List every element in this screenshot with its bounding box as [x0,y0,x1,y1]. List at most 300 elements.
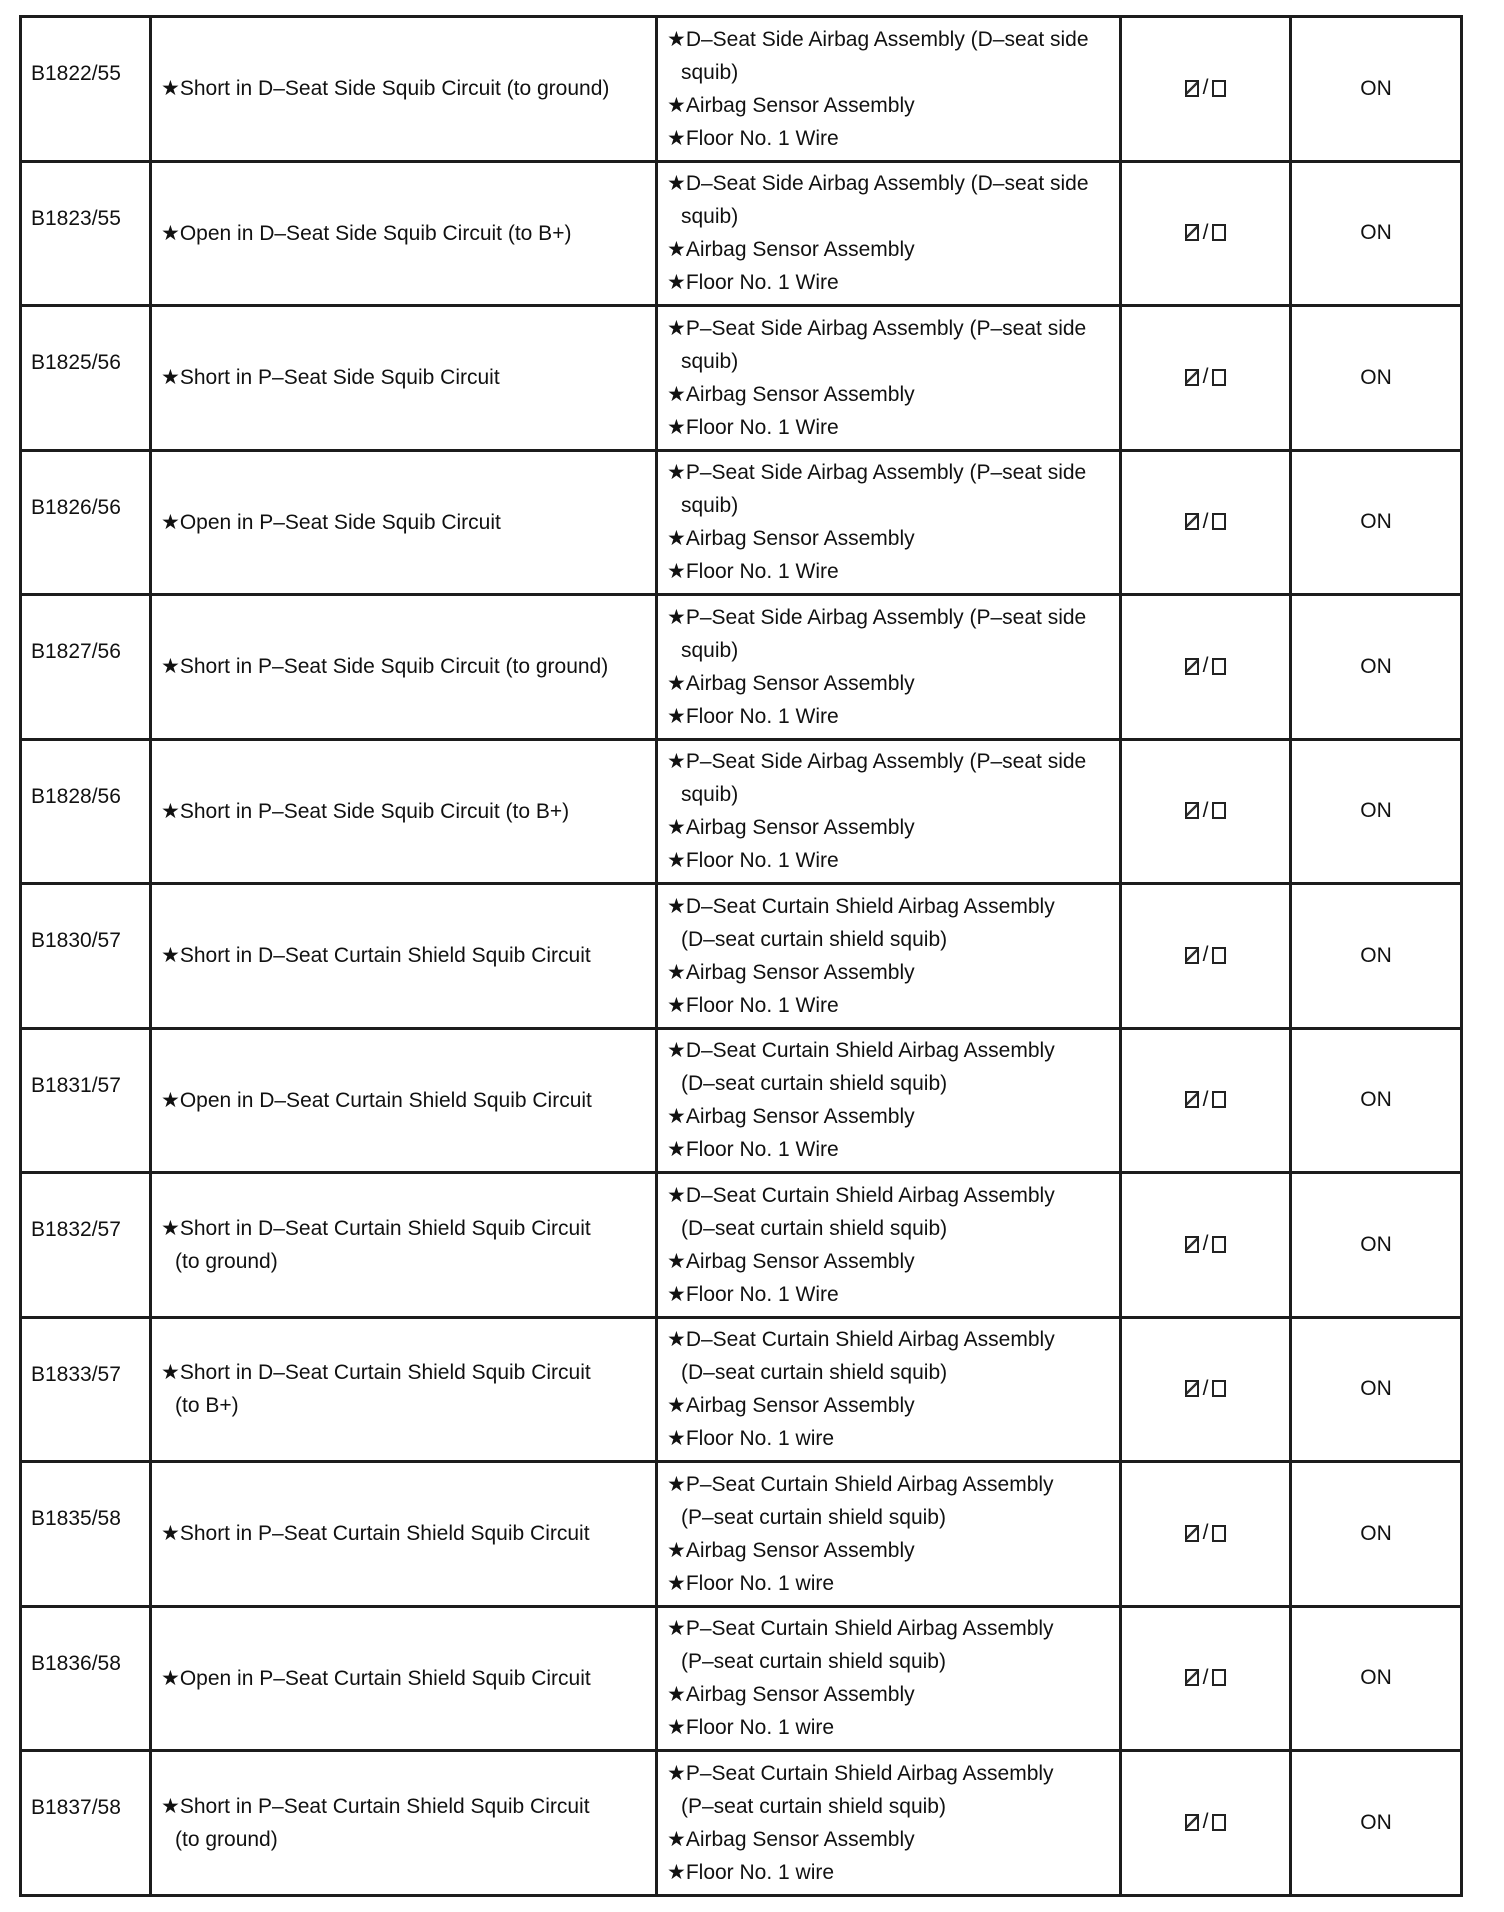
check-mode-cell [1121,739,1291,884]
star-icon: ★ [667,126,686,150]
warning-light-cell [1291,1751,1462,1896]
trouble-area-text: Floor No. 1 Wire [685,560,839,584]
empty-box-icon [1212,80,1226,97]
detection-item-cell [151,161,657,306]
dtc-code-cell [21,1462,151,1607]
trouble-area-item [667,1856,1119,1889]
star-icon: ★ [667,894,686,918]
dtc-code-cell [21,306,151,451]
trouble-area-item [667,989,1119,1022]
check-mode-indicator [1185,1521,1227,1545]
trouble-area-cell [657,1462,1121,1607]
check-mode-indicator [1185,799,1227,823]
warning-light-cell [1291,17,1462,162]
trouble-area-text-cont: squib) [681,494,739,518]
star-icon: ★ [667,750,686,774]
checked-box-icon [1185,1814,1199,1831]
warning-light-cell [1291,161,1462,306]
star-icon: ★ [667,238,686,262]
warning-light-cell [1291,1173,1462,1318]
checked-box-icon [1185,1236,1199,1253]
trouble-area-item [667,1100,1119,1133]
trouble-area-item [667,1278,1119,1311]
trouble-area-item [667,1534,1119,1567]
dtc-code-cell [21,1173,151,1318]
trouble-area-text: Airbag Sensor Assembly [685,1249,915,1273]
detection-item-text: Short in D–Seat Curtain Shield Squib Circuit [179,944,591,968]
dtc-code-cell [21,1028,151,1173]
star-icon: ★ [667,1538,686,1562]
star-icon: ★ [161,77,180,101]
star-icon: ★ [667,1860,686,1884]
check-mode-cell [1121,884,1291,1029]
check-mode-indicator [1185,1088,1227,1112]
detection-item-cell [151,306,657,451]
table-row [21,450,1462,595]
detection-item-text: Short in D–Seat Curtain Shield Squib Circuit [179,1361,591,1385]
checked-box-icon [1185,369,1199,386]
detection-item-text-cont: (to ground) [175,1249,278,1273]
warning-light-state: ON [1360,943,1392,967]
slash-separator: / [1202,943,1209,966]
star-icon: ★ [667,382,686,406]
trouble-area-text: Airbag Sensor Assembly [685,1394,915,1418]
star-icon: ★ [161,1216,180,1240]
check-mode-cell [1121,1028,1291,1173]
slash-separator: / [1202,365,1209,388]
star-icon: ★ [667,1039,686,1063]
trouble-area-text: P–Seat Curtain Shield Airbag Assembly [685,1472,1054,1496]
star-icon: ★ [161,799,180,823]
trouble-area-item [667,1245,1119,1278]
star-icon: ★ [667,1827,686,1851]
slash-separator: / [1202,220,1209,244]
warning-light-state: ON [1360,365,1392,389]
trouble-area-text: Floor No. 1 Wire [685,849,839,873]
trouble-area-text: Floor No. 1 wire [685,1860,835,1884]
trouble-area-item [667,378,1119,411]
table-row [21,161,1462,306]
empty-box-icon [1212,224,1226,241]
table-row [21,1606,1462,1751]
warning-light-state: ON [1360,1810,1392,1834]
star-icon: ★ [667,527,686,551]
star-icon: ★ [667,271,686,295]
trouble-area-text-cont: squib) [681,349,739,373]
check-mode-indicator [1185,76,1227,100]
trouble-area-cell [657,450,1121,595]
dtc-code-cell [21,450,151,595]
trouble-area-item [667,811,1119,844]
star-icon: ★ [667,1183,686,1207]
warning-light-state: ON [1360,1666,1392,1690]
dtc-code: B1832/57 [31,1218,121,1241]
empty-box-icon [1212,947,1226,964]
trouble-area-text: Airbag Sensor Assembly [685,93,915,117]
warning-light-cell [1291,1028,1462,1173]
trouble-area-text: Airbag Sensor Assembly [685,816,915,840]
warning-light-state: ON [1360,1377,1392,1401]
star-icon: ★ [667,1716,686,1740]
trouble-area-cell [657,1606,1121,1751]
check-mode-cell [1121,161,1291,306]
checked-box-icon [1185,224,1199,241]
dtc-code: B1831/57 [31,1073,121,1097]
detection-item-text: Open in P–Seat Side Squib Circuit [179,510,501,534]
detection-item-text: Short in P–Seat Side Squib Circuit (to B+) [179,799,570,823]
star-icon: ★ [161,655,180,679]
detection-item-text: Short in P–Seat Curtain Shield Squib Circuit [179,1794,590,1818]
trouble-area-text: Floor No. 1 Wire [685,415,839,439]
table-row [21,1028,1462,1173]
check-mode-cell [1121,1751,1291,1896]
warning-light-cell [1291,884,1462,1029]
trouble-area-text: D–Seat Curtain Shield Airbag Assembly [685,1039,1055,1063]
dtc-table-body [21,17,1462,1896]
star-icon: ★ [667,27,686,51]
warning-light-cell [1291,1606,1462,1751]
warning-light-cell [1291,1317,1462,1462]
trouble-area-text-cont: squib) [681,783,739,807]
trouble-area-text: Floor No. 1 Wire [685,271,839,295]
trouble-area-cell [657,1028,1121,1173]
star-icon: ★ [667,1282,686,1306]
table-row [21,1751,1462,1896]
table-row [21,17,1462,162]
trouble-area-cell [657,306,1121,451]
star-icon: ★ [667,849,686,873]
trouble-area-item [667,1468,1119,1534]
detection-item-cell [151,1606,657,1751]
check-mode-indicator [1185,510,1227,534]
trouble-area-item [667,745,1119,811]
detection-item-text: Short in P–Seat Side Squib Circuit (to ground) [179,655,609,679]
empty-box-icon [1212,1380,1226,1397]
trouble-area-text: Airbag Sensor Assembly [685,1105,915,1129]
slash-separator: / [1202,1521,1209,1544]
dtc-code: B1837/58 [31,1796,121,1819]
check-mode-cell [1121,17,1291,162]
empty-box-icon [1212,513,1226,530]
dtc-code: B1822/55 [31,62,121,85]
slash-separator: / [1202,1665,1209,1689]
star-icon: ★ [667,1394,686,1418]
star-icon: ★ [667,671,686,695]
trouble-area-text-cont: (D–seat curtain shield squib) [681,1072,948,1096]
checked-box-icon [1185,1091,1199,1108]
dtc-code-cell [21,739,151,884]
trouble-area-item [667,1422,1119,1455]
detection-item-cell [151,884,657,1029]
warning-light-state: ON [1360,76,1392,100]
detection-item-text-cont: (to B+) [175,1394,239,1418]
dtc-code-cell [21,1751,151,1896]
table-row [21,1173,1462,1318]
star-icon: ★ [667,415,686,439]
table-row [21,595,1462,740]
warning-light-state: ON [1360,1521,1392,1545]
trouble-area-item [667,1757,1119,1823]
dtc-code-cell [21,17,151,162]
slash-separator: / [1202,1376,1209,1400]
detection-item-text-cont: (to ground) [175,1827,278,1851]
star-icon: ★ [667,172,686,196]
checked-box-icon [1185,947,1199,964]
trouble-area-text: Airbag Sensor Assembly [685,960,915,984]
detection-item-text: Short in P–Seat Curtain Shield Squib Circuit [179,1522,590,1546]
detection-item-cell [151,1317,657,1462]
warning-light-state: ON [1360,510,1392,534]
detection-item-text: Short in D–Seat Side Squib Circuit (to ground) [179,77,610,101]
checked-box-icon [1185,1669,1199,1686]
dtc-code: B1827/56 [31,640,121,663]
trouble-area-item [667,522,1119,555]
trouble-area-cell [657,739,1121,884]
empty-box-icon [1212,1525,1226,1542]
trouble-area-text-cont: squib) [681,60,739,84]
empty-box-icon [1212,658,1226,675]
trouble-area-text: Floor No. 1 Wire [685,1138,839,1162]
trouble-area-item [667,122,1119,155]
empty-box-icon [1212,1236,1226,1253]
warning-light-cell [1291,1462,1462,1607]
warning-light-state: ON [1360,221,1392,245]
star-icon: ★ [667,1105,686,1129]
trouble-area-text: Airbag Sensor Assembly [685,1827,915,1851]
check-mode-indicator [1185,1377,1227,1401]
star-icon: ★ [667,316,686,340]
detection-item-cell [151,1751,657,1896]
trouble-area-cell [657,161,1121,306]
trouble-area-text-cont: (P–seat curtain shield squib) [681,1794,946,1818]
trouble-area-text: Airbag Sensor Assembly [685,238,915,262]
star-icon: ★ [161,366,180,390]
trouble-area-item [667,89,1119,122]
detection-item-cell [151,1028,657,1173]
check-mode-cell [1121,1606,1291,1751]
detection-item-cell [151,739,657,884]
trouble-area-item [667,411,1119,444]
trouble-area-item [667,1612,1119,1678]
empty-box-icon [1212,802,1226,819]
check-mode-cell [1121,450,1291,595]
trouble-area-item [667,956,1119,989]
trouble-area-item [667,700,1119,733]
trouble-area-item [667,555,1119,588]
detection-item-text: Short in P–Seat Side Squib Circuit [179,366,500,390]
star-icon: ★ [667,1249,686,1273]
warning-light-cell [1291,739,1462,884]
trouble-area-text: Airbag Sensor Assembly [685,1683,915,1707]
trouble-area-text-cont: squib) [681,205,739,229]
trouble-area-text: Airbag Sensor Assembly [685,1538,915,1562]
check-mode-indicator [1185,1810,1227,1834]
check-mode-indicator [1185,1666,1227,1690]
star-icon: ★ [667,93,686,117]
warning-light-state: ON [1360,654,1392,678]
slash-separator: / [1202,76,1209,99]
trouble-area-text-cont: (D–seat curtain shield squib) [681,1361,948,1385]
detection-item-cell [151,17,657,162]
checked-box-icon [1185,1380,1199,1397]
star-icon: ★ [667,1328,686,1352]
slash-separator: / [1202,1087,1209,1111]
star-icon: ★ [161,221,180,245]
trouble-area-text: Airbag Sensor Assembly [685,671,915,695]
dtc-code: B1833/57 [31,1362,121,1386]
table-row [21,739,1462,884]
slash-separator: / [1202,509,1209,533]
star-icon: ★ [667,1761,686,1785]
star-icon: ★ [161,1361,180,1385]
trouble-area-item [667,601,1119,667]
star-icon: ★ [161,944,180,968]
warning-light-cell [1291,306,1462,451]
trouble-area-cell [657,1751,1121,1896]
check-mode-indicator [1185,1232,1227,1256]
check-mode-cell [1121,1173,1291,1318]
trouble-area-item [667,1323,1119,1389]
dtc-code: B1823/55 [31,206,121,230]
trouble-area-cell [657,1173,1121,1318]
detection-item-cell [151,595,657,740]
trouble-area-text-cont: squib) [681,638,739,662]
dtc-code-cell [21,884,151,1029]
checked-box-icon [1185,80,1199,97]
trouble-area-item [667,1567,1119,1600]
dtc-code: B1826/56 [31,495,121,519]
trouble-area-cell [657,17,1121,162]
dtc-code: B1836/58 [31,1651,121,1675]
trouble-area-text: P–Seat Curtain Shield Airbag Assembly [685,1617,1054,1641]
trouble-area-text: Floor No. 1 Wire [685,993,839,1017]
star-icon: ★ [161,510,180,534]
check-mode-indicator [1185,654,1227,678]
star-icon: ★ [667,704,686,728]
trouble-area-item [667,667,1119,700]
trouble-area-text: Floor No. 1 Wire [685,126,839,150]
detection-item-cell [151,1173,657,1318]
dtc-code: B1835/58 [31,1507,121,1530]
trouble-area-item [667,1389,1119,1422]
detection-item-cell [151,1462,657,1607]
trouble-area-item [667,456,1119,522]
slash-separator: / [1202,1232,1209,1255]
trouble-area-cell [657,1317,1121,1462]
warning-light-cell [1291,595,1462,740]
trouble-area-item [667,23,1119,89]
trouble-area-text: Floor No. 1 Wire [685,1282,839,1306]
trouble-area-text: D–Seat Curtain Shield Airbag Assembly [685,1183,1055,1207]
trouble-area-text: Airbag Sensor Assembly [685,527,915,551]
trouble-area-item [667,1711,1119,1744]
star-icon: ★ [161,1666,180,1690]
table-row [21,884,1462,1029]
star-icon: ★ [667,1138,686,1162]
empty-box-icon [1212,369,1226,386]
checked-box-icon [1185,1525,1199,1542]
trouble-area-text: P–Seat Side Airbag Assembly (P–seat side [685,316,1087,340]
trouble-area-text: P–Seat Side Airbag Assembly (P–seat side [685,605,1087,629]
trouble-area-text: Airbag Sensor Assembly [685,382,915,406]
table-row [21,1462,1462,1607]
detection-item-text: Open in D–Seat Curtain Shield Squib Circuit [179,1088,592,1112]
star-icon: ★ [667,1427,686,1451]
check-mode-indicator [1185,221,1227,245]
empty-box-icon [1212,1091,1226,1108]
dtc-code-cell [21,161,151,306]
dtc-table [19,15,1463,1897]
star-icon: ★ [667,560,686,584]
dtc-code-cell [21,595,151,740]
trouble-area-text-cont: (P–seat curtain shield squib) [681,1650,946,1674]
trouble-area-text: Floor No. 1 wire [685,1571,835,1595]
trouble-area-text: D–Seat Side Airbag Assembly (D–seat side [685,27,1089,51]
trouble-area-text: Floor No. 1 wire [685,1716,835,1740]
dtc-code: B1828/56 [31,784,121,808]
trouble-area-text: D–Seat Side Airbag Assembly (D–seat side [685,172,1089,196]
star-icon: ★ [667,1683,686,1707]
warning-light-state: ON [1360,1088,1392,1112]
dtc-code: B1830/57 [31,929,121,952]
star-icon: ★ [667,1617,686,1641]
table-row [21,1317,1462,1462]
trouble-area-text: D–Seat Curtain Shield Airbag Assembly [685,894,1055,918]
trouble-area-text: P–Seat Curtain Shield Airbag Assembly [685,1761,1054,1785]
warning-light-cell [1291,450,1462,595]
check-mode-cell [1121,1462,1291,1607]
star-icon: ★ [667,1571,686,1595]
star-icon: ★ [667,461,686,485]
dtc-code-cell [21,1606,151,1751]
trouble-area-item [667,1678,1119,1711]
check-mode-cell [1121,306,1291,451]
empty-box-icon [1212,1669,1226,1686]
trouble-area-item [667,167,1119,233]
slash-separator: / [1202,1810,1209,1833]
trouble-area-text: Floor No. 1 wire [685,1427,835,1451]
star-icon: ★ [161,1794,180,1818]
empty-box-icon [1212,1814,1226,1831]
trouble-area-item [667,844,1119,877]
star-icon: ★ [667,993,686,1017]
trouble-area-text-cont: (D–seat curtain shield squib) [681,1216,948,1240]
detection-item-text: Open in P–Seat Curtain Shield Squib Circuit [179,1666,591,1690]
slash-separator: / [1202,798,1209,822]
dtc-code-cell [21,1317,151,1462]
trouble-area-item [667,233,1119,266]
trouble-area-text: P–Seat Side Airbag Assembly (P–seat side [685,750,1087,774]
table-row [21,306,1462,451]
slash-separator: / [1202,654,1209,677]
star-icon: ★ [161,1522,180,1546]
trouble-area-text: P–Seat Side Airbag Assembly (P–seat side [685,461,1087,485]
trouble-area-item [667,1133,1119,1166]
checked-box-icon [1185,658,1199,675]
trouble-area-item [667,312,1119,378]
check-mode-cell [1121,1317,1291,1462]
trouble-area-text: D–Seat Curtain Shield Airbag Assembly [685,1328,1055,1352]
trouble-area-text-cont: (P–seat curtain shield squib) [681,1505,946,1529]
detection-item-text: Open in D–Seat Side Squib Circuit (to B+) [179,221,572,245]
warning-light-state: ON [1360,1232,1392,1256]
check-mode-indicator [1185,365,1227,389]
checked-box-icon [1185,513,1199,530]
check-mode-cell [1121,595,1291,740]
warning-light-state: ON [1360,799,1392,823]
trouble-area-text-cont: (D–seat curtain shield squib) [681,927,948,951]
trouble-area-item [667,266,1119,299]
